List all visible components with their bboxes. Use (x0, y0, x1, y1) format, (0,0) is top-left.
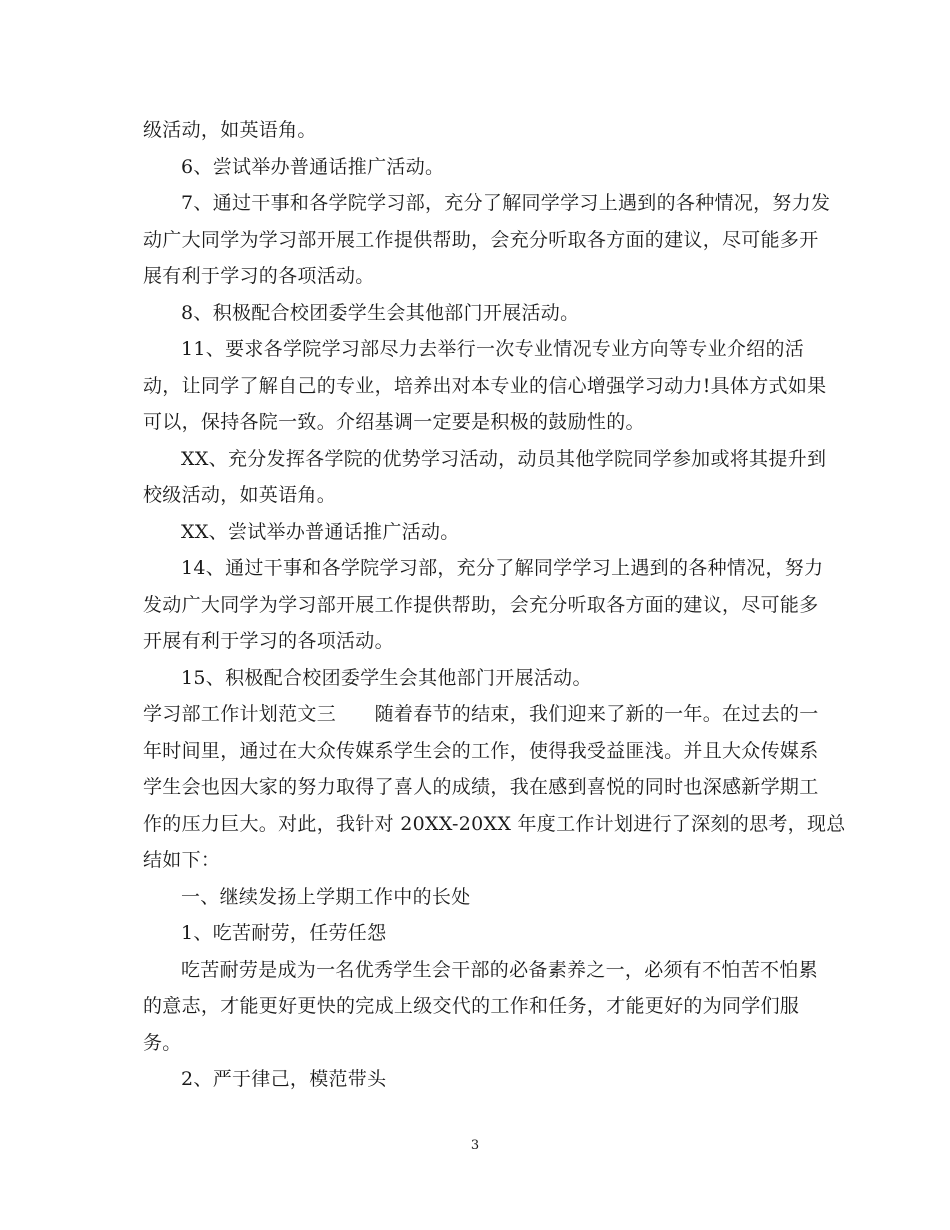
text-line: 11、要求各学院学习部尽力去举行一次专业情况专业方向等专业介绍的活 (181, 338, 805, 360)
subheading-line: 2、严于律己，模范带头 (181, 1068, 387, 1090)
text-line: 的意志，才能更好更快的完成上级交代的工作和任务，才能更好的为同学们服 (143, 995, 800, 1017)
text-line: 结如下： (143, 849, 221, 871)
page-number: 3 (470, 1138, 480, 1153)
subheading-line: 1、吃苦耐劳，任劳任怨 (181, 922, 387, 944)
text-line: 6、尝试举办普通话推广活动。 (181, 155, 445, 178)
text-line: 年时间里，通过在大众传媒系学生会的工作，使得我受益匪浅。并且大众传媒系 (143, 739, 819, 762)
text-line: 发动广大同学为学习部开展工作提供帮助，会充分听取各方面的建议，尽可能多 (143, 593, 819, 616)
text-line: 校级活动，如英语角。 (143, 484, 337, 506)
text-line: 作的压力巨大。对此，我针对 20XX-20XX 年度工作计划进行了深刻的思考，现总 (143, 812, 846, 835)
text-line: XX、尝试举办普通话推广活动。 (181, 520, 460, 543)
text-line: 级活动，如英语角。 (143, 119, 317, 141)
section-heading-line: 学习部工作计划范文三 随着春节的结束，我们迎来了新的一年。在过去的一 (143, 703, 819, 725)
text-line: 8、积极配合校团委学生会其他部门开展活动。 (181, 301, 580, 324)
text-line: 务。 (143, 1031, 182, 1054)
document-body (143, 112, 846, 1098)
text-line: 可以，保持各院一致。介绍基调一定要是积极的鼓励性的。 (143, 411, 645, 433)
text-line: 开展有利于学习的各项活动。 (143, 630, 394, 652)
text-line: 学生会也因大家的努力取得了喜人的成绩，我在感到喜悦的同时也深感新学期工 (143, 776, 819, 798)
subheading-line: 一、继续发扬上学期工作中的长处 (181, 885, 471, 908)
text-line: 展有利于学习的各项活动。 (143, 265, 375, 287)
text-line: 15、积极配合校团委学生会其他部门开展活动。 (181, 666, 592, 689)
text-line: 吃苦耐劳是成为一名优秀学生会干部的必备素养之一，必须有不怕苦不怕累 (181, 958, 818, 981)
text-line: 7、通过干事和各学院学习部，充分了解同学学习上遇到的各种情况，努力发 (181, 192, 831, 214)
text-line: 动，让同学了解自己的专业，培养出对本专业的信心增强学习动力!具体方式如果 (143, 374, 827, 397)
text-line: 14、通过干事和各学院学习部，充分了解同学学习上遇到的各种情况，努力 (181, 557, 824, 579)
text-line: XX、充分发挥各学院的优势学习活动，动员其他学院同学参加或将其提升到 (181, 447, 827, 470)
text-line: 动广大同学为学习部开展工作提供帮助，会充分听取各方面的建议，尽可能多开 (143, 228, 819, 251)
